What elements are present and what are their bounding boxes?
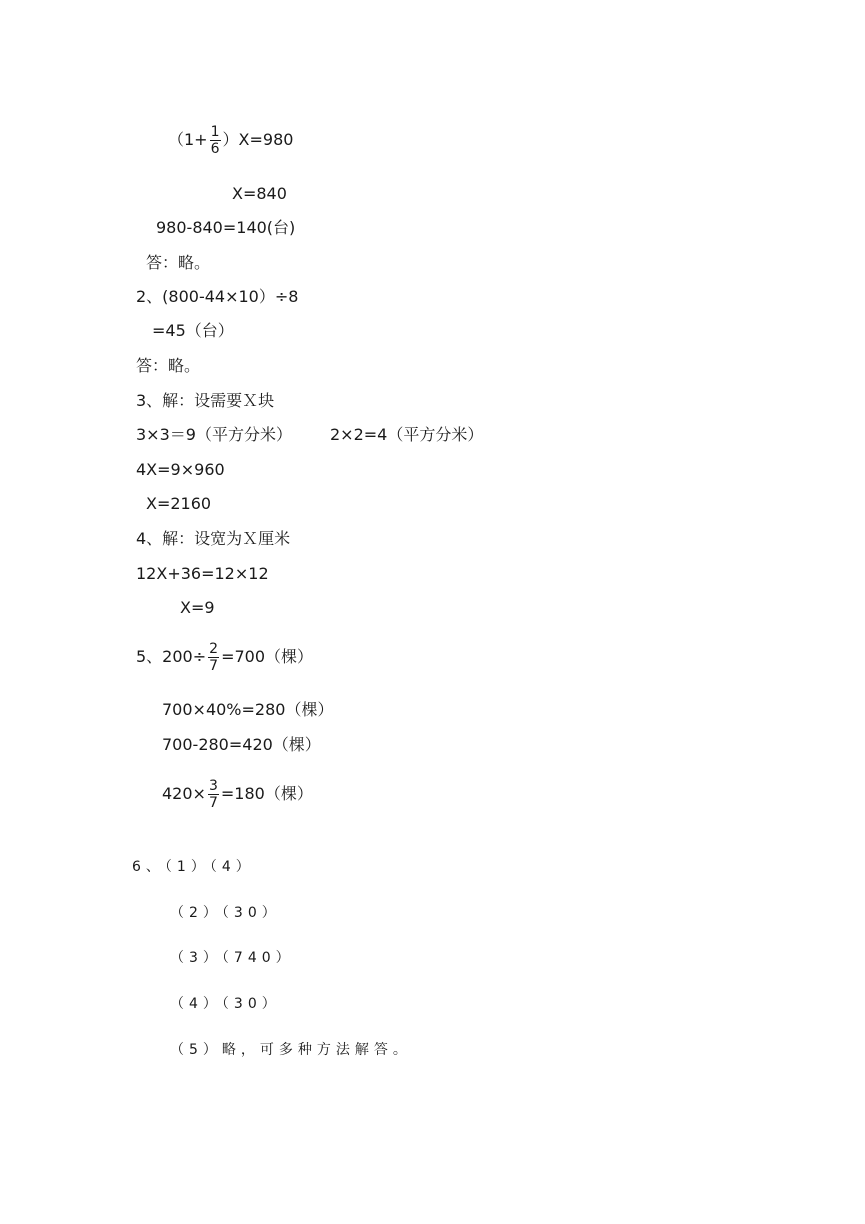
fraction-numerator: 2	[209, 641, 219, 657]
fraction-numerator: 3	[208, 778, 218, 794]
q6-part-3: （3）（740）	[170, 950, 295, 966]
fraction-denominator: 6	[210, 141, 220, 157]
q4-solution: X=9	[180, 598, 215, 617]
fraction-numerator: 1	[210, 124, 220, 140]
answer-2: 答：略。	[136, 356, 201, 375]
q5-step-4	[162, 778, 313, 811]
q6-part-1: 6、（1）（4）	[132, 859, 255, 875]
eq-1-prefix: （1+	[168, 130, 208, 149]
q5-step-1-prefix: 5、200÷	[136, 647, 207, 666]
q6-part-4: （4）（30）	[170, 996, 281, 1012]
fraction-1-6	[210, 124, 221, 157]
answer-1: 答：略。	[146, 253, 211, 272]
q3-area-1: 3×3＝9（平方分米）	[136, 425, 292, 444]
fraction-denominator: 7	[209, 658, 219, 674]
q5-step-3: 700-280=420（棵）	[162, 735, 321, 754]
fraction-2-7	[208, 641, 219, 674]
eq-1	[168, 124, 293, 157]
q4-heading: 4、解：设宽为Ｘ厘米	[136, 529, 291, 548]
q6-part-5: （5）略，可多种方法解答。	[170, 1042, 412, 1058]
q2-expression: 2、(800-44×10）÷8	[136, 287, 299, 306]
q3-equation: 4X=9×960	[136, 460, 225, 479]
q3-area-2: 2×2=4（平方分米）	[330, 425, 484, 444]
eq-3: 980-840=140(台)	[156, 218, 296, 237]
q3-solution: X=2160	[146, 494, 212, 513]
eq-2: X=840	[232, 184, 287, 203]
q3-heading: 3、解：设需要Ｘ块	[136, 391, 275, 410]
q5-step-1	[136, 641, 313, 674]
q6-part-2: （2）（30）	[170, 905, 281, 921]
q5-step-4-prefix: 420×	[162, 784, 206, 803]
q2-result: =45（台）	[152, 321, 234, 340]
q5-step-2: 700×40%=280（棵）	[162, 700, 334, 719]
q4-equation: 12X+36=12×12	[136, 564, 269, 583]
q5-step-1-suffix: =700（棵）	[221, 647, 314, 666]
fraction-denominator: 7	[208, 795, 218, 811]
eq-1-suffix: ）X=980	[222, 130, 294, 149]
q5-step-4-suffix: =180（棵）	[220, 784, 313, 803]
fraction-3-7	[208, 778, 219, 811]
